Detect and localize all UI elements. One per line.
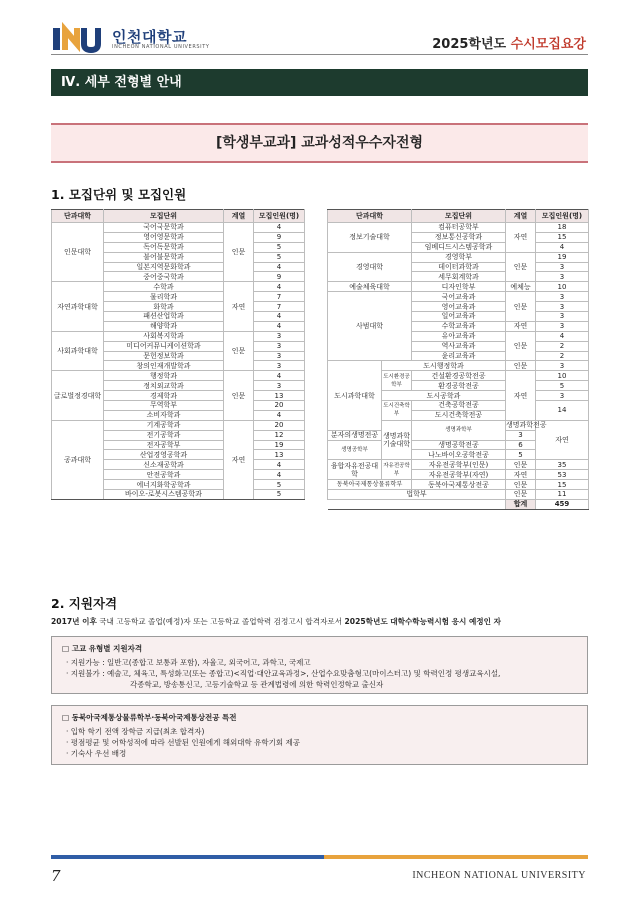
unit-cell: 유아교육과 [412,331,506,341]
unit-cell: 자유전공학부(인문) [412,460,506,470]
unit-cell: 윤리교육과 [412,351,506,361]
school-type-box [51,636,588,694]
unit-cell: 영어교육과 [412,302,506,312]
unit-cell: 에너지화학공학과 [104,480,224,490]
count-cell: 3 [536,302,589,312]
count-cell: 10 [536,371,589,381]
college-cell: 동북아국제통상물류학부 [328,480,412,490]
logo-subtitle: INCHEON NATIONAL UNIVERSITY [112,44,210,50]
count-cell: 3 [254,331,305,341]
count-cell: 4 [254,371,305,381]
count-cell: 3 [536,312,589,322]
track-cell: 자연 [224,420,254,499]
count-cell: 15 [536,232,589,242]
count-cell: 3 [536,391,589,401]
qualification-condition: 2025학년도 대학수학능력시험 응시 예정인 자 [344,617,501,626]
count-cell: 5 [536,381,589,391]
document-name: 수시모집요강 [510,37,586,52]
table-row [328,361,589,371]
unit-cell: 경영학부 [412,252,506,262]
unit-cell: 건축공학전공 [412,401,506,411]
column-header: 계열 [224,210,254,223]
unit-cell: 일어교육과 [412,312,506,322]
college-cell: 인문대학 [52,223,104,282]
count-cell: 4 [254,460,305,470]
count-cell: 19 [254,440,305,450]
box-item: · 지원가능 : 일반고(종합고 보통과 포함), 자율고, 외국어고, 과학고, 국제고 [66,658,311,667]
college-cell: 정보기술대학 [328,223,412,253]
count-cell: 4 [254,282,305,292]
track-cell: 인문 [224,223,254,282]
count-cell: 2 [536,341,589,351]
count-cell: 4 [254,410,305,420]
count-cell: 5 [254,252,305,262]
unit-cell: 사회복지학과 [104,331,224,341]
unit-cell: 도시행정학과 [382,361,506,371]
column-header: 모집인원(명) [254,210,305,223]
box-item: · 지원불가 : 예술고, 체육고, 특성화고(또는 종합고)<직업·대안교육과정>, 산업수요맞춤형고(마이스터고) 및 학력인정 평생교육시설, [66,669,501,678]
box-title: □ 동북아국제통상물류학부·동북아국제통상전공 특전 [62,713,237,722]
unit-cell: 국어교육과 [412,292,506,302]
track-cell: 예체능 [506,282,536,292]
unit-cell: 법학부 [328,490,506,500]
unit-cell: 독어독문학과 [104,242,224,252]
qualification-year: 2017년 이후 [51,617,97,626]
college-cell: 공과대학 [52,420,104,499]
unit-cell: 분자의생명전공 [328,430,382,440]
count-cell: 5 [506,450,536,460]
count-cell: 3 [254,361,305,371]
count-cell: 11 [536,490,589,500]
college-cell: 융합자유전공대학 [328,460,382,480]
count-cell: 13 [254,391,305,401]
unit-cell: 환경공학전공 [412,381,506,391]
unit-cell: 중어중국학과 [104,272,224,282]
count-cell: 4 [536,331,589,341]
table-row [328,282,589,292]
unit-cell: 소비자학과 [104,410,224,420]
unit-cell: 임베디드시스템공학과 [412,242,506,252]
unit-cell: 일본지역문화학과 [104,262,224,272]
track-cell: 인문 [506,292,536,322]
unit-cell: 바이오-로봇시스템공학과 [104,490,224,500]
unit-cell: 물리학과 [104,292,224,302]
table-row [52,371,305,381]
count-cell: 4 [254,470,305,480]
footer-bar-right [324,855,588,859]
unit-cell: 자유전공학부(자연) [412,470,506,480]
count-cell: 7 [254,302,305,312]
track-cell: 인문 [224,331,254,371]
total-value: 459 [536,499,589,509]
count-cell: 15 [536,480,589,490]
college-cell: 사회과학대학 [52,331,104,371]
unit-cell: 나노바이오공학전공 [412,450,506,460]
count-cell: 3 [254,381,305,391]
subcollege-cell: 도시환경공학부 [382,371,412,391]
unit-cell: 컴퓨터공학부 [412,223,506,233]
unit-cell: 건설환경공학전공 [412,371,506,381]
header-divider [51,54,588,55]
subcollege-cell: 생명과학부 [412,420,506,440]
unit-cell: 경제학과 [104,391,224,401]
table-header-row [52,210,305,223]
subcollege-cell: 생명공학부 [328,440,382,460]
unit-cell: 역사교육과 [412,341,506,351]
count-cell: 3 [536,262,589,272]
footer-university: INCHEON NATIONAL UNIVERSITY [412,870,586,881]
inu-logo-icon [51,24,107,52]
count-cell: 3 [536,361,589,371]
unit-cell: 정치외교학과 [104,381,224,391]
document-title [432,33,586,52]
table-row [328,490,589,500]
count-cell: 4 [536,242,589,252]
total-row [328,499,589,509]
unit-cell: 생명공학전공 [412,440,506,450]
qualification-text [51,616,591,627]
table-row [328,292,589,302]
table-row [328,480,589,490]
unit-cell: 전자공학부 [104,440,224,450]
track-cell: 자연 [224,282,254,331]
table-row [52,420,305,430]
count-cell: 5 [254,490,305,500]
unit-cell: 디자인학부 [412,282,506,292]
unit-cell: 도시공학과 [382,391,506,401]
college-cell: 경영대학 [328,252,412,282]
total-label: 합계 [506,499,536,509]
document-year: 2025학년도 [432,37,507,52]
college-cell: 자연과학대학 [52,282,104,331]
count-cell: 13 [254,450,305,460]
table-row [52,331,305,341]
count-cell: 35 [536,460,589,470]
count-cell: 6 [506,440,536,450]
unit-cell: 세무회계학과 [412,272,506,282]
count-cell: 53 [536,470,589,480]
table-row [52,223,305,233]
unit-cell: 패션산업학과 [104,312,224,322]
unit-cell: 생명과학전공 [506,421,547,430]
unit-cell: 도시건축학전공 [412,410,506,420]
count-cell: 3 [506,430,536,440]
unit-cell: 화학과 [104,302,224,312]
unit-cell: 국어국문학과 [104,223,224,233]
section-bar: Ⅳ. 세부 전형별 안내 [51,69,588,96]
college-cell: 예술체육대학 [328,282,412,292]
count-cell: 12 [254,430,305,440]
count-cell: 3 [536,321,589,331]
unit-cell: 무역학부 [104,401,224,411]
benefit-box [51,705,588,765]
college-cell: 사범대학 [328,292,412,361]
track-cell: 자연 [506,470,536,480]
column-header: 모집단위 [104,210,224,223]
unit-cell: 수학과 [104,282,224,292]
track-cell: 인문 [506,480,536,490]
count-cell: 20 [254,420,305,430]
count-cell: 5 [254,242,305,252]
track-cell: 자연 [506,223,536,253]
unit-cell: 수학교육과 [412,321,506,331]
track-cell: 인문 [506,460,536,470]
count-cell: 4 [254,321,305,331]
count-cell: 3 [254,351,305,361]
unit-cell: 안전공학과 [104,470,224,480]
unit-cell: 동북아국제통상전공 [412,480,506,490]
unit-cell: 신소재공학과 [104,460,224,470]
column-header: 단과대학 [328,210,412,223]
box-item: · 입학 학기 전액 장학금 지급(최초 합격자) [66,727,205,736]
subcollege-cell: 도시건축학부 [382,401,412,421]
unit-cell: 전기공학과 [104,430,224,440]
column-header: 단과대학 [52,210,104,223]
count-cell: 2 [536,351,589,361]
footer-bar-left [51,855,324,859]
count-cell: 10 [536,282,589,292]
column-header: 계열 [506,210,536,223]
college-cell: 글로벌정경대학 [52,371,104,420]
quota-table-left [51,209,305,500]
table-row [52,282,305,292]
track-cell: 인문 [224,371,254,420]
table-header-row [328,210,589,223]
count-cell: 5 [254,480,305,490]
track-cell: 자연 [506,321,536,331]
table-row [328,223,589,233]
count-cell: 9 [254,232,305,242]
column-header: 모집단위 [412,210,506,223]
track-cell: 인문 [506,252,536,282]
box-item: · 평점평균 및 어학성적에 따라 선발된 인원에게 해외대학 유학기회 제공 [66,738,300,747]
track-cell: 인문 [506,331,536,361]
count-cell: 4 [254,262,305,272]
track-cell: 인문 [506,361,536,371]
logo-name: 인천대학교 [112,28,187,46]
box-title: □ 고교 유형별 지원자격 [62,644,143,653]
unit-cell: 기계공학과 [104,420,224,430]
count-cell: 19 [536,252,589,262]
quota-table-right [327,209,589,510]
quota-heading: 1. 모집단위 및 모집인원 [51,187,187,202]
track-cell: 자연 [506,371,536,420]
box-item-continued: 각종학교, 방송통신고, 고등기술학교 등 관계법령에 의한 학력인정학교 출신자 [130,680,384,689]
unit-cell: 산업경영공학과 [104,450,224,460]
qualification-body: 국내 고등학교 졸업(예정)자 또는 고등학교 졸업학력 검정고시 합격자로서 [96,617,345,626]
unit-cell: 창의인재개발학과 [104,361,224,371]
unit-cell: 문헌정보학과 [104,351,224,361]
unit-cell: 행정학과 [104,371,224,381]
page-number: 7 [51,867,61,885]
unit-cell: 영어영문학과 [104,232,224,242]
table-row [328,252,589,262]
table-row [328,460,589,470]
unit-cell: 데이터과학과 [412,262,506,272]
track-cell: 자연 [536,420,589,460]
unit-cell: 미디어커뮤니케이션학과 [104,341,224,351]
college-cell: 도시과학대학 [328,361,382,430]
count-cell: 9 [254,272,305,282]
unit-cell: 정보통신공학과 [412,232,506,242]
count-cell: 14 [536,401,589,421]
count-cell: 3 [536,272,589,282]
count-cell: 3 [254,341,305,351]
count-cell: 4 [254,223,305,233]
admission-type-title: [학생부교과] 교과성적우수자전형 [51,123,588,163]
count-cell: 4 [254,312,305,322]
count-cell: 7 [254,292,305,302]
qualification-heading: 2. 지원자격 [51,596,118,611]
college-cell: 생명과학기술대학 [382,420,412,460]
unit-cell: 해양학과 [104,321,224,331]
count-cell: 18 [536,223,589,233]
subcollege-cell: 자유전공학부 [382,460,412,480]
box-item: · 기숙사 우선 배정 [66,749,127,758]
unit-cell: 불어불문학과 [104,252,224,262]
count-cell: 3 [536,292,589,302]
column-header: 모집인원(명) [536,210,589,223]
track-cell: 인문 [506,490,536,500]
count-cell: 20 [254,401,305,411]
